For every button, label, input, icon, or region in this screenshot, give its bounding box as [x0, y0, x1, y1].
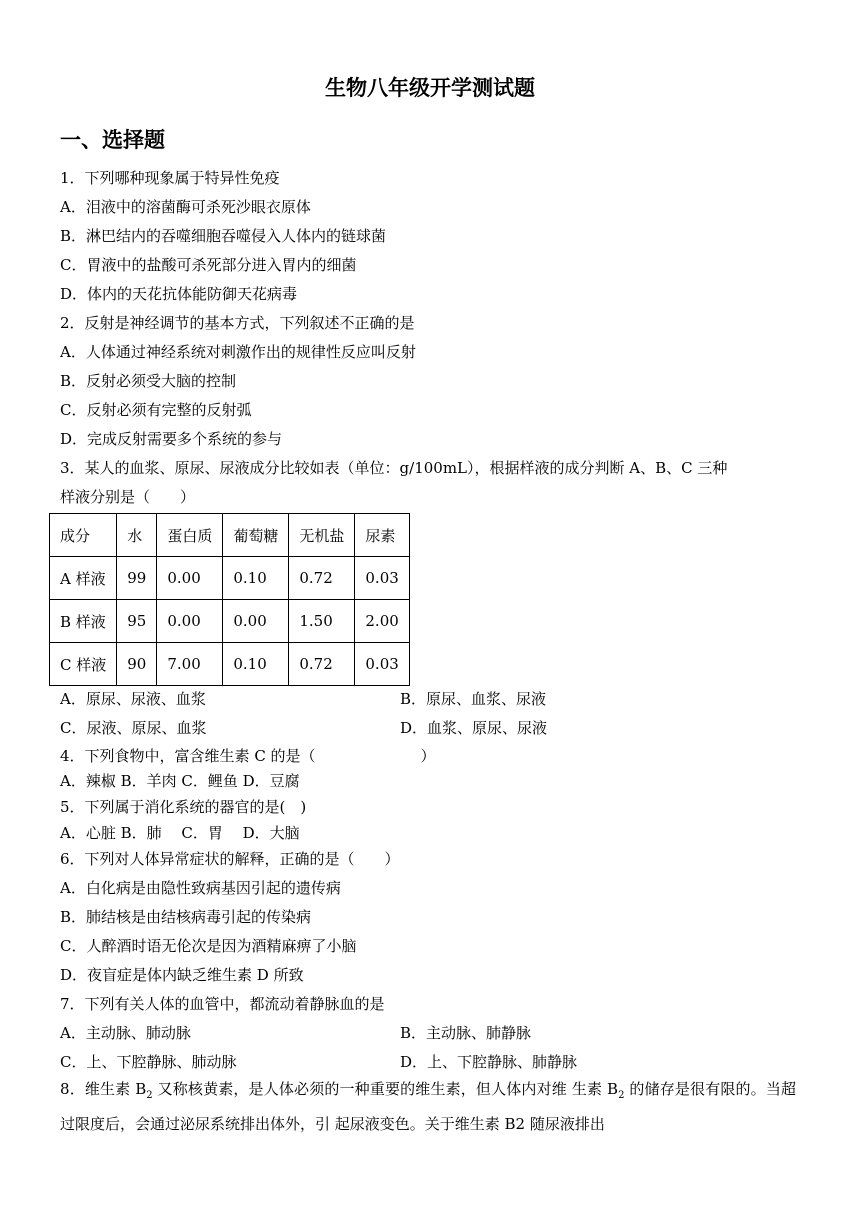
question-6-option-c: C．人醉酒时语无伦次是因为酒精麻痹了小脑	[60, 937, 357, 955]
question-5-stem: 5．下列属于消化系统的器官的是( )	[60, 798, 307, 816]
question-8-text-1: 8．维生素 B	[60, 1080, 147, 1098]
question-5-options: A．心脏 B．肺 C．胃 D．大脑	[60, 824, 300, 842]
question-4-stem: 4．下列食物中，富含维生素 C 的是（ ）	[60, 747, 436, 765]
question-7-stem: 7．下列有关人体的血管中，都流动着静脉血的是	[60, 995, 385, 1013]
question-2-option-b: B．反射必须受大脑的控制	[60, 372, 237, 390]
table-cell: 90	[117, 643, 157, 686]
table-header-cell: 成分	[50, 514, 117, 557]
question-2-option-d: D．完成反射需要多个系统的参与	[60, 430, 283, 448]
table-header-row	[50, 514, 410, 557]
question-6-option-d: D．夜盲症是体内缺乏维生素 D 所致	[60, 966, 304, 984]
question-4-options: A．辣椒 B．羊肉 C．鲤鱼 D．豆腐	[60, 772, 300, 790]
table-header-cell: 尿素	[355, 514, 409, 557]
table-header-cell: 水	[117, 514, 157, 557]
table-cell: 0.72	[289, 557, 355, 600]
question-8-text-3: 的储存是很有限的。当超过限度后，会通过泌尿系统排出体外，引 起尿液变色。关于维生素 B2 随尿液排出	[60, 1080, 796, 1133]
question-8-paragraph	[60, 1075, 796, 1139]
table-cell: 99	[117, 557, 157, 600]
question-1-option-c: C．胃液中的盐酸可杀死部分进入胃内的细菌	[60, 256, 357, 274]
question-3-stem-line-2: 样液分别是（ ）	[60, 488, 196, 506]
table-cell: 1.50	[289, 600, 355, 643]
question-6-option-b: B．肺结核是由结核病毒引起的传染病	[60, 908, 312, 926]
question-8-text-2: 又称核黄素，是人体必须的一种重要的维生素，但人体内对维 生素 B	[152, 1080, 619, 1098]
question-6-stem: 6．下列对人体异常症状的解释，正确的是（ ）	[60, 850, 400, 868]
question-7-option-d: D．上、下腔静脉、肺静脉	[400, 1053, 578, 1071]
question-7-option-c: C．上、下腔静脉、肺动脉	[60, 1053, 237, 1071]
question-2-stem: 2．反射是神经调节的基本方式，下列叙述不正确的是	[60, 314, 415, 332]
table-header-cell: 蛋白质	[157, 514, 223, 557]
table-cell: C 样液	[50, 643, 117, 686]
question-2-option-c: C．反射必须有完整的反射弧	[60, 401, 252, 419]
table-cell: 0.03	[355, 643, 409, 686]
table-cell: 0.00	[157, 557, 223, 600]
table-cell: B 样液	[50, 600, 117, 643]
table-cell: 0.10	[223, 643, 289, 686]
question-3-option-c: C．尿液、原尿、血浆	[60, 719, 207, 737]
question-3-stem-line-1: 3．某人的血浆、原尿、尿液成分比较如表（单位：g/100mL），根据样液的成分判断 A、B、C 三种	[60, 459, 728, 477]
question-1-option-b: B．淋巴结内的吞噬细胞吞噬侵入人体内的链球菌	[60, 227, 387, 245]
question-1-stem: 1．下列哪种现象属于特异性免疫	[60, 169, 280, 187]
section-heading: 一、选择题	[60, 128, 165, 152]
question-7-option-b: B．主动脉、肺静脉	[400, 1024, 532, 1042]
table-row	[50, 600, 410, 643]
question-7-option-a: A．主动脉、肺动脉	[60, 1024, 191, 1042]
table-header-cell: 无机盐	[289, 514, 355, 557]
table-cell: 0.00	[157, 600, 223, 643]
table-row	[50, 643, 410, 686]
table-cell: 7.00	[157, 643, 223, 686]
composition-table	[49, 513, 410, 686]
question-1-option-d: D．体内的天花抗体能防御天花病毒	[60, 285, 298, 303]
table-cell: 0.72	[289, 643, 355, 686]
table-cell: A 样液	[50, 557, 117, 600]
table-cell: 0.10	[223, 557, 289, 600]
question-3-option-b: B．原尿、血浆、尿液	[400, 690, 547, 708]
table-header-cell: 葡萄糖	[223, 514, 289, 557]
question-2-option-a: A．人体通过神经系统对刺激作出的规律性反应叫反射	[60, 343, 416, 361]
table-row	[50, 557, 410, 600]
question-8-subscript-2: 2	[618, 1090, 625, 1101]
question-3-option-a: A．原尿、尿液、血浆	[60, 690, 206, 708]
table-cell: 95	[117, 600, 157, 643]
table-cell: 2.00	[355, 600, 409, 643]
question-8-subscript-1: 2	[146, 1090, 153, 1101]
table-cell: 0.00	[223, 600, 289, 643]
question-3-option-d: D．血浆、原尿、尿液	[400, 719, 548, 737]
table-cell: 0.03	[355, 557, 409, 600]
question-1-option-a: A．泪液中的溶菌酶可杀死沙眼衣原体	[60, 198, 311, 216]
question-6-option-a: A．白化病是由隐性致病基因引起的遗传病	[60, 879, 341, 897]
document-title: 生物八年级开学测试题	[325, 76, 535, 100]
